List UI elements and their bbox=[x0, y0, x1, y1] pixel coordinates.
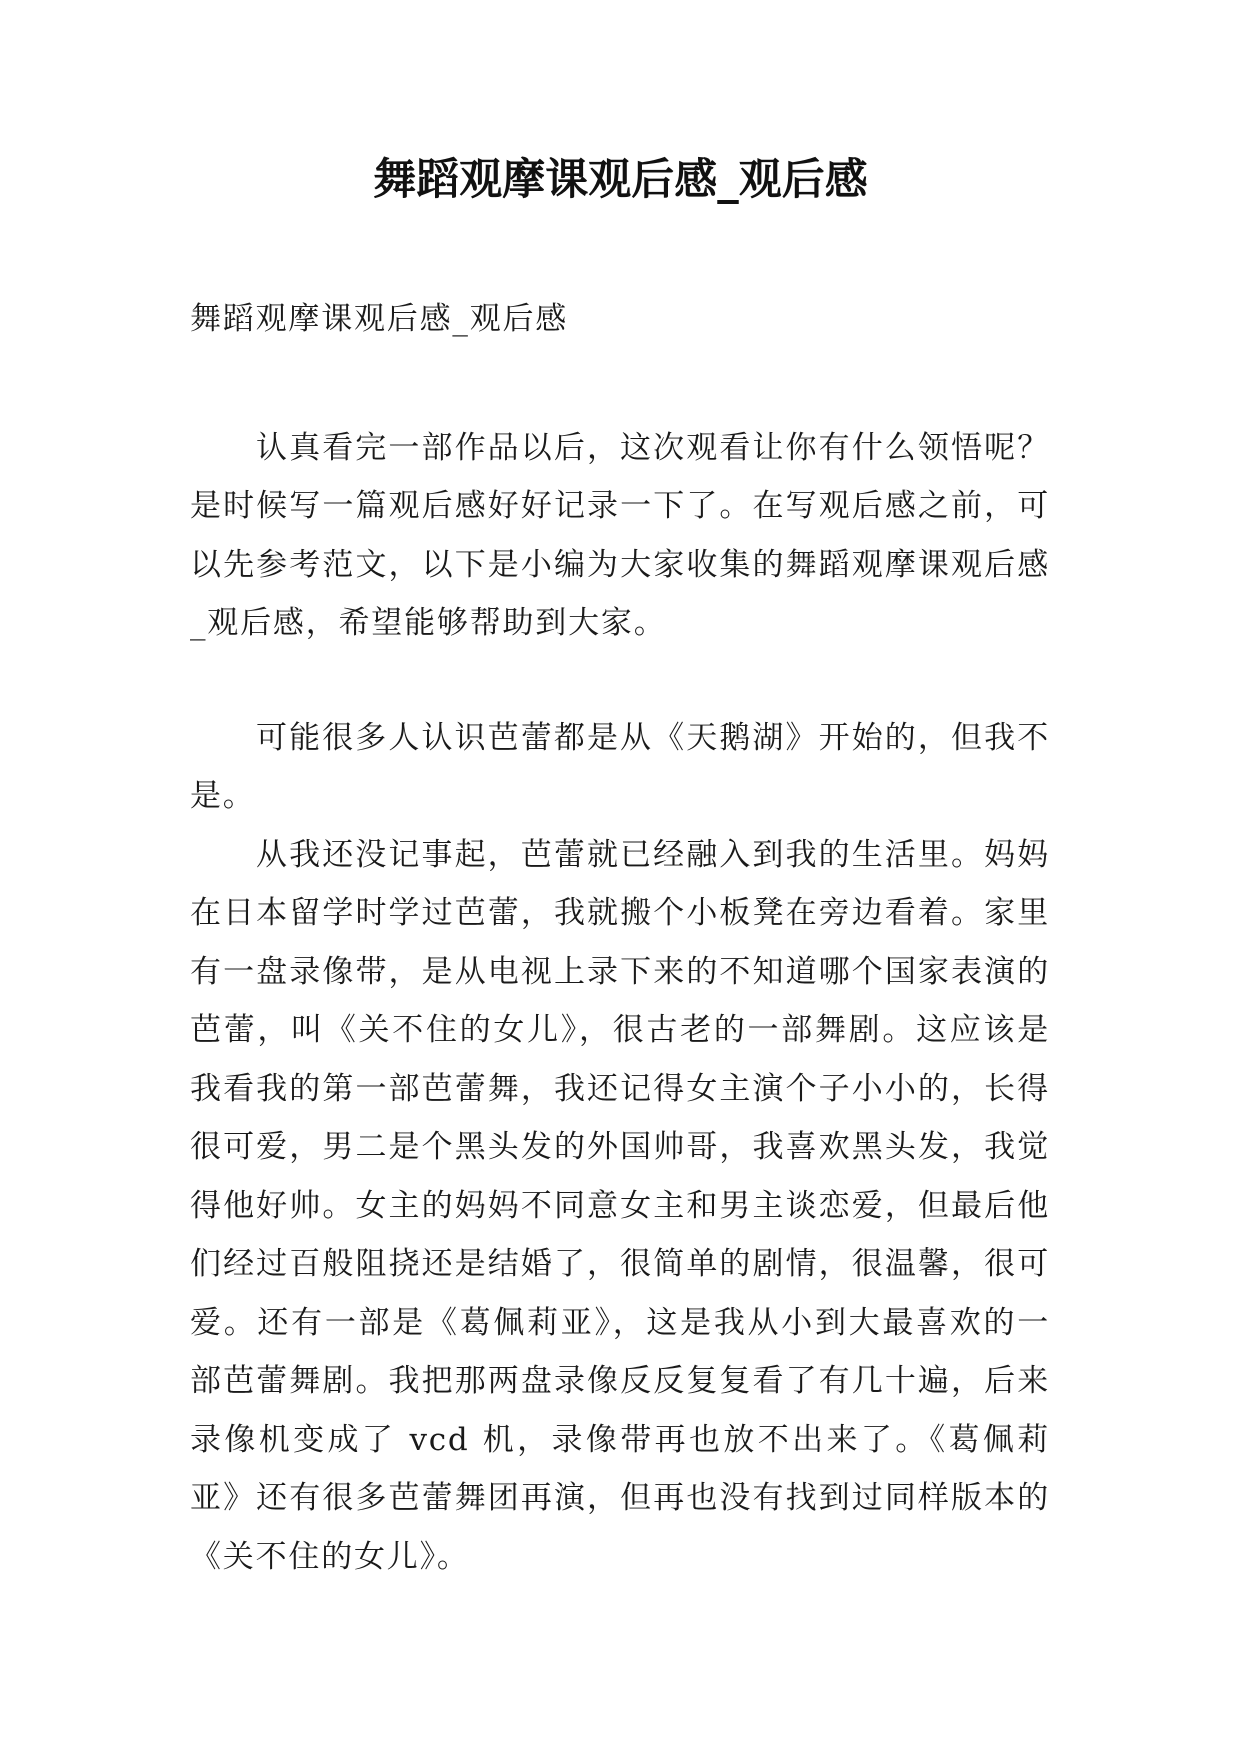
document-body bbox=[190, 290, 1050, 1586]
body-paragraph-2: 从我还没记事起，芭蕾就已经融入到我的生活里。妈妈在日本留学时学过芭蕾，我就搬个小板凳在旁边看着。家里有一盘录像带，是从电视上录下来的不知道哪个国家表演的芭蕾，叫《关不住的女儿》，很古老的一部舞剧。这应该是我看我的第一部芭蕾舞，我还记得女主演个子小小的，长得很可爱，男二是个黑头发的外国帅哥，我喜欢黑头发，我觉得他好帅。女主的妈妈不同意女主和男主谈恋爱，但最后他们经过百般阻挠还是结婚了，很简单的剧情，很温馨，很可爱。还有一部是《葛佩莉亚》，这是我从小到大最喜欢的一部芭蕾舞剧。我把那两盘录像反反复复看了有几十遍，后来录像机变成了 vcd 机，录像带再也放不出来了。《葛佩莉亚》还有很多芭蕾舞团再演，但再也没有找到过同样版本的《关不住的女儿》。 bbox=[190, 836, 1050, 1575]
spacer bbox=[190, 653, 1050, 709]
document-title: 舞蹈观摩课观后感_观后感 bbox=[373, 155, 868, 205]
spacer bbox=[190, 349, 1050, 419]
intro-paragraph: 认真看完一部作品以后，这次观看让你有什么领悟呢？是时候写一篇观后感好好记录一下了。在写观后感之前，可以先参考范文，以下是小编为大家收集的舞蹈观摩课观后感_观后感，希望能够帮助到大家。 bbox=[190, 429, 1050, 641]
document-subtitle: 舞蹈观摩课观后感_观后感 bbox=[190, 301, 569, 337]
body-paragraph-1: 可能很多人认识芭蕾都是从《天鹅湖》开始的，但我不是。 bbox=[190, 719, 1050, 814]
